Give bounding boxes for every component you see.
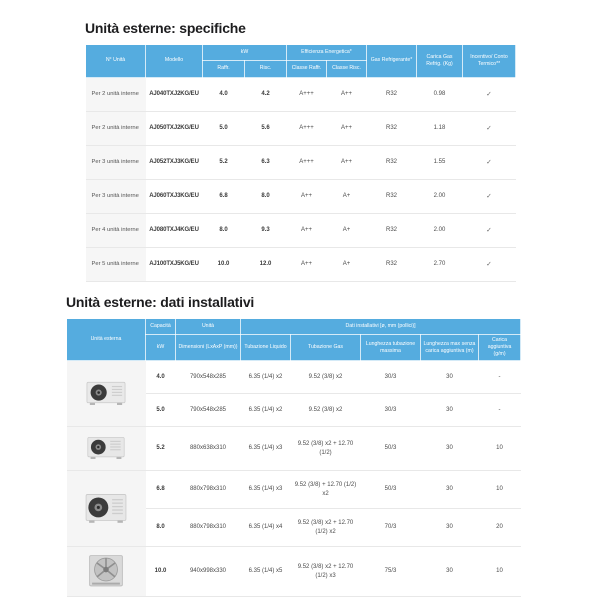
cell-lunghezza-massima: 50/3 — [361, 427, 421, 471]
cell-tubazione-liquido: 6.35 (1/4) x2 — [241, 394, 291, 427]
cell-n-unita: Per 4 unità interne — [86, 214, 146, 248]
cell-kw: 8.0 — [146, 509, 176, 547]
cell-kw-risc: 4.2 — [245, 78, 287, 112]
header-incentivo: Incentivo/ Conto Termico** — [463, 45, 516, 78]
cell-lunghezza-senza-carica: 30 — [421, 547, 479, 597]
outdoor-unit-image — [85, 435, 127, 462]
cell-kw-risc: 12.0 — [245, 248, 287, 282]
cell-gas: R32 — [367, 180, 417, 214]
cell-classe-raffr: A++ — [287, 248, 327, 282]
cell-lunghezza-senza-carica: 30 — [421, 394, 479, 427]
cell-kw-risc: 5.6 — [245, 112, 287, 146]
subheader-kw-risc: Risc. — [245, 61, 287, 78]
cell-carica: 1.55 — [417, 146, 463, 180]
outdoor-unit-image — [84, 380, 128, 408]
header-group-capacita: Capacità — [146, 319, 176, 335]
cell-tubazione-liquido: 6.35 (1/4) x3 — [241, 427, 291, 471]
cell-kw-risc: 8.0 — [245, 180, 287, 214]
cell-classe-risc: A+ — [327, 180, 367, 214]
outdoor-unit-image — [83, 492, 129, 526]
spec-row — [86, 78, 516, 112]
subheader-dimensioni: Dimensioni (LxAxP (mm)) — [176, 335, 241, 361]
cell-kw: 6.8 — [146, 471, 176, 509]
cell-lunghezza-senza-carica: 30 — [421, 509, 479, 547]
cell-kw-raffr: 6.8 — [203, 180, 245, 214]
cell-gas: R32 — [367, 214, 417, 248]
subheader-lunghezza-senza-carica: Lunghezza max senza carica aggiuntiva (m) — [421, 335, 479, 361]
cell-gas: R32 — [367, 112, 417, 146]
subheader-tubazione-gas: Tubazione Gas — [291, 335, 361, 361]
header-modello: Modello — [146, 45, 203, 78]
cell-classe-risc: A++ — [327, 146, 367, 180]
cell-n-unita: Per 5 unità interne — [86, 248, 146, 282]
subheader-kw: kW — [146, 335, 176, 361]
cell-modello: AJ080TXJ4KG/EU — [146, 214, 203, 248]
cell-modello: AJ060TXJ3KG/EU — [146, 180, 203, 214]
cell-lunghezza-massima: 75/3 — [361, 547, 421, 597]
spec-row — [86, 112, 516, 146]
cell-classe-risc: A++ — [327, 112, 367, 146]
cell-carica-aggiuntiva: 10 — [479, 547, 521, 597]
cell-classe-raffr: A+++ — [287, 112, 327, 146]
check-icon: ✓ — [463, 214, 516, 248]
header-unita-esterna: Unità esterna — [67, 319, 146, 361]
check-icon: ✓ — [463, 146, 516, 180]
cell-lunghezza-massima: 30/3 — [361, 394, 421, 427]
cell-n-unita: Per 3 unità interne — [86, 180, 146, 214]
cell-kw: 5.0 — [146, 394, 176, 427]
cell-lunghezza-massima: 50/3 — [361, 471, 421, 509]
header-group-efficienza: Efficienza Energetica* — [287, 45, 367, 61]
cell-tubazione-gas: 9.52 (3/8) + 12.70 (1/2) x2 — [291, 471, 361, 509]
cell-kw-raffr: 5.0 — [203, 112, 245, 146]
dati-installativi-table — [66, 318, 521, 597]
cell-tubazione-liquido: 6.35 (1/4) x3 — [241, 471, 291, 509]
cell-lunghezza-massima: 30/3 — [361, 361, 421, 394]
cell-tubazione-gas: 9.52 (3/8) x2 + 12.70 (1/2) x3 — [291, 547, 361, 597]
cell-carica: 2.70 — [417, 248, 463, 282]
subheader-classe-risc: Classe Risc. — [327, 61, 367, 78]
check-icon: ✓ — [463, 112, 516, 146]
cell-n-unita: Per 2 unità interne — [86, 78, 146, 112]
cell-tubazione-gas: 9.52 (3/8) x2 + 12.70 (1/2) — [291, 427, 361, 471]
cell-classe-raffr: A++ — [287, 214, 327, 248]
cell-carica: 2.00 — [417, 214, 463, 248]
header-carica-gas: Carica Gas Refrig. (Kg) — [417, 45, 463, 78]
cell-tubazione-liquido: 6.35 (1/4) x2 — [241, 361, 291, 394]
cell-gas: R32 — [367, 78, 417, 112]
cell-classe-risc: A+ — [327, 214, 367, 248]
outdoor-unit-photo-medium — [67, 427, 146, 471]
section2-title: Unità esterne: dati installativi — [66, 294, 255, 310]
cell-classe-risc: A+ — [327, 248, 367, 282]
header-group-unita: Unità — [176, 319, 241, 335]
cell-carica: 1.18 — [417, 112, 463, 146]
check-icon: ✓ — [463, 248, 516, 282]
cell-tubazione-gas: 9.52 (3/8) x2 — [291, 394, 361, 427]
cell-kw: 4.0 — [146, 361, 176, 394]
cell-gas: R32 — [367, 146, 417, 180]
cell-kw: 10.0 — [146, 547, 176, 597]
spec-row — [86, 248, 516, 282]
cell-n-unita: Per 3 unità interne — [86, 146, 146, 180]
cell-carica: 2.00 — [417, 180, 463, 214]
cell-carica-aggiuntiva: - — [479, 361, 521, 394]
cell-dimensioni: 880x638x310 — [176, 427, 241, 471]
cell-classe-risc: A++ — [327, 78, 367, 112]
cell-kw-raffr: 4.0 — [203, 78, 245, 112]
cell-kw-raffr: 8.0 — [203, 214, 245, 248]
install-row — [67, 547, 521, 597]
section1-title: Unità esterne: specifiche — [85, 20, 246, 36]
cell-modello: AJ050TXJ2KG/EU — [146, 112, 203, 146]
cell-classe-raffr: A+++ — [287, 146, 327, 180]
cell-kw-raffr: 5.2 — [203, 146, 245, 180]
check-icon: ✓ — [463, 78, 516, 112]
cell-dimensioni: 880x798x310 — [176, 509, 241, 547]
cell-tubazione-liquido: 6.35 (1/4) x4 — [241, 509, 291, 547]
cell-kw-raffr: 10.0 — [203, 248, 245, 282]
outdoor-unit-photo-medium-tall — [67, 471, 146, 547]
outdoor-unit-image — [86, 554, 126, 590]
install-row — [67, 427, 521, 471]
check-icon: ✓ — [463, 180, 516, 214]
cell-kw-risc: 9.3 — [245, 214, 287, 248]
cell-carica: 0.98 — [417, 78, 463, 112]
cell-lunghezza-senza-carica: 30 — [421, 361, 479, 394]
cell-carica-aggiuntiva: 10 — [479, 427, 521, 471]
cell-tubazione-gas: 9.52 (3/8) x2 + 12.70 (1/2) x2 — [291, 509, 361, 547]
subheader-tubazione-liquido: Tubazione Liquido — [241, 335, 291, 361]
cell-dimensioni: 790x548x285 — [176, 361, 241, 394]
spec-row — [86, 146, 516, 180]
specifiche-table — [85, 44, 516, 282]
outdoor-unit-photo-large-front — [67, 547, 146, 597]
cell-carica-aggiuntiva: - — [479, 394, 521, 427]
cell-modello: AJ040TXJ2KG/EU — [146, 78, 203, 112]
spec-row — [86, 180, 516, 214]
header-group-dati-installativi: Dati installativi [ø, mm (pollici)] — [241, 319, 521, 335]
cell-classe-raffr: A++ — [287, 180, 327, 214]
header-n-unita: N° Unità — [86, 45, 146, 78]
cell-tubazione-gas: 9.52 (3/8) x2 — [291, 361, 361, 394]
section-specifiche — [85, 20, 515, 282]
header-gas-refrigerante: Gas Refrigerante* — [367, 45, 417, 78]
cell-dimensioni: 880x798x310 — [176, 471, 241, 509]
cell-kw-risc: 6.3 — [245, 146, 287, 180]
subheader-carica-aggiuntiva: Carica aggiuntiva (g/m) — [479, 335, 521, 361]
cell-lunghezza-massima: 70/3 — [361, 509, 421, 547]
dati-table-header — [67, 319, 521, 361]
cell-lunghezza-senza-carica: 30 — [421, 427, 479, 471]
cell-dimensioni: 790x548x285 — [176, 394, 241, 427]
cell-classe-raffr: A+++ — [287, 78, 327, 112]
install-row — [67, 471, 521, 509]
specifiche-table-header — [86, 45, 516, 78]
cell-gas: R32 — [367, 248, 417, 282]
cell-lunghezza-senza-carica: 30 — [421, 471, 479, 509]
subheader-classe-raffr: Classe Raffr. — [287, 61, 327, 78]
cell-n-unita: Per 2 unità interne — [86, 112, 146, 146]
install-row — [67, 361, 521, 394]
spec-row — [86, 214, 516, 248]
cell-tubazione-liquido: 6.35 (1/4) x5 — [241, 547, 291, 597]
cell-kw: 5.2 — [146, 427, 176, 471]
subheader-kw-raffr: Raffr. — [203, 61, 245, 78]
outdoor-unit-photo-small — [67, 361, 146, 427]
cell-dimensioni: 940x998x330 — [176, 547, 241, 597]
subheader-lunghezza-massima: Lunghezza tubazione massima — [361, 335, 421, 361]
cell-carica-aggiuntiva: 20 — [479, 509, 521, 547]
cell-carica-aggiuntiva: 10 — [479, 471, 521, 509]
section-dati-installativi — [66, 294, 520, 597]
cell-modello: AJ052TXJ3KG/EU — [146, 146, 203, 180]
header-group-kw: kW — [203, 45, 287, 61]
cell-modello: AJ100TXJ5KG/EU — [146, 248, 203, 282]
